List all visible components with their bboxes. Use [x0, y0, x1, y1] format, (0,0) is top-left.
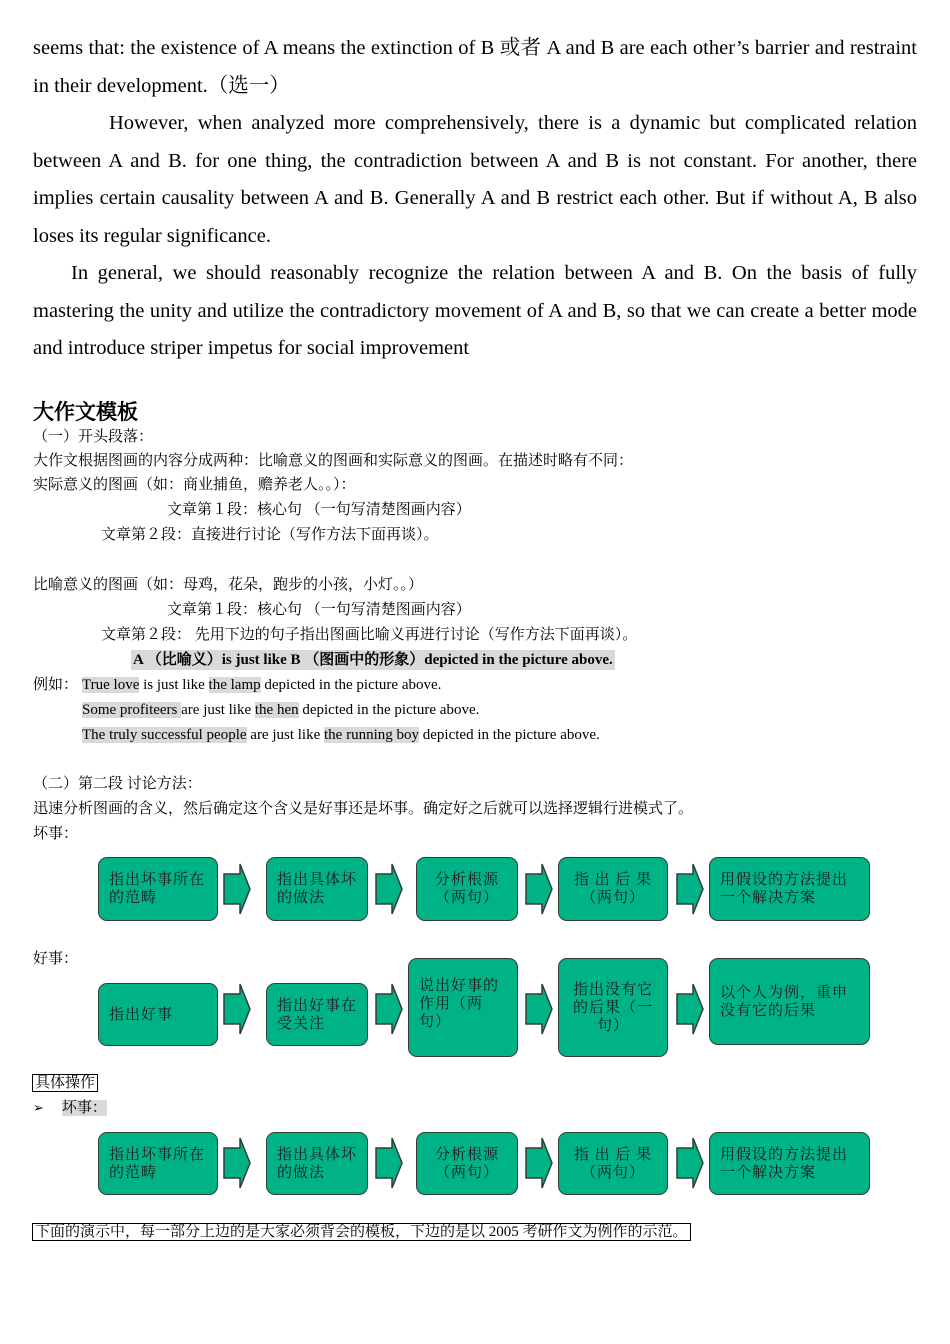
flow-box-specific-4: 指 出 后 果（两句） — [558, 1132, 668, 1195]
example-a: The truly successful people — [82, 727, 247, 743]
essay-paragraph-3: In general, we should reasonably recognize the relation between A and B. On the basis of fully mastering the unity and utilize the contradictory movement of A and B, so that we can create a better mode and introduce striper impetus for social improvement — [33, 262, 917, 359]
right-arrow-icon — [524, 982, 554, 1036]
right-arrow-icon — [524, 862, 554, 916]
footer-note: 下面的演示中，每一部分上边的是大家必须背会的模板，下边的是以 2005 考研作文为例作的示范。 — [32, 1222, 691, 1242]
actual-para2: 文章第２段：直接进行讨论（写作方法下面再谈）。 — [101, 527, 439, 543]
flow-box-bad-2: 指出具体坏的做法 — [266, 857, 368, 921]
right-arrow-icon — [675, 982, 705, 1036]
right-arrow-icon — [222, 1136, 252, 1190]
right-arrow-icon — [524, 1136, 554, 1190]
right-arrow-icon — [675, 1136, 705, 1190]
right-arrow-icon — [222, 862, 252, 916]
figurative-picture-label: 比喻意义的图画（如：母鸡，花朵，跑步的小孩，小灯。。） — [33, 577, 424, 593]
section2-intro: 迅速分析图画的含义，然后确定这个含义是好事还是坏事。确定好之后就可以选择逻辑行进模式了。 — [33, 801, 694, 817]
flow-box-specific-5: 用假设的方法提出一个解决方案 — [709, 1132, 870, 1195]
example-mid: is just like — [139, 677, 209, 693]
essay-section — [33, 30, 917, 368]
right-arrow-icon — [374, 862, 404, 916]
example-b: the hen — [254, 702, 299, 718]
flow-box-good-4: 指出没有它的后果（一句） — [558, 958, 668, 1057]
flow-box-bad-1: 指出坏事所在的范畴 — [98, 857, 218, 921]
flow-box-specific-2: 指出具体坏的做法 — [266, 1132, 368, 1195]
examples-label: 例如： — [33, 677, 79, 693]
example-line — [82, 725, 600, 745]
actual-picture-label: 实际意义的图画（如：商业捕鱼，赡养老人。。）： — [33, 477, 356, 493]
specific-label: 具体操作 — [32, 1073, 98, 1093]
figurative-para1: 文章第１段：核心句 （一句写清楚图画内容） — [167, 602, 471, 618]
flow-box-bad-3: 分析根源（两句） — [416, 857, 518, 921]
section-heading: 大作文模板 — [33, 400, 138, 424]
flow-box-bad-5: 用假设的方法提出一个解决方案 — [709, 857, 870, 921]
example-b: the lamp — [208, 677, 261, 693]
figurative-para2: 文章第２段： 先用下边的句子指出图画比喻义再进行讨论（写作方法下面再谈）。 — [101, 627, 638, 643]
sentence-pattern: A （比喻义）is just like B （图画中的形象）depicted in the picture above. — [133, 652, 613, 668]
example-line — [82, 700, 479, 720]
section2-title: （二）第二段 讨论方法： — [33, 776, 202, 792]
example-end: depicted in the picture above. — [419, 727, 600, 743]
flow-box-specific-3: 分析根源（两句） — [416, 1132, 518, 1195]
essay-paragraph-2: However, when analyzed more comprehensively, there is a dynamic but complicated relation between A and B. for one thing, the contradiction between A and B is not constant. For another, there implies certain causality between A and B. Generally A and B restrict each other. But if without A, B also loses its regular significance. — [33, 112, 917, 247]
right-arrow-icon — [222, 982, 252, 1036]
example-end: depicted in the picture above. — [260, 677, 442, 693]
example-line — [82, 675, 441, 695]
example-a: True love — [82, 677, 140, 693]
right-arrow-icon — [374, 1136, 404, 1190]
flow-box-specific-1: 指出坏事所在的范畴 — [98, 1132, 218, 1195]
example-end: depicted in the picture above. — [298, 702, 480, 718]
right-arrow-icon — [675, 862, 705, 916]
actual-para1: 文章第１段：核心句 （一句写清楚图画内容） — [167, 502, 471, 518]
example-a: Some profiteers — [82, 702, 182, 718]
right-arrow-icon — [374, 982, 404, 1036]
example-b: the running boy — [324, 727, 420, 743]
section1-title: （一）开头段落： — [33, 429, 154, 445]
bullet-arrow-icon: ➢ — [33, 1101, 44, 1116]
flow-box-good-1: 指出好事 — [98, 983, 218, 1046]
flow-box-good-5: 以个人为例，重申没有它的后果 — [709, 958, 870, 1045]
bad-label: 坏事： — [33, 826, 79, 842]
section1-intro: 大作文根据图画的内容分成两种：比喻意义的图画和实际意义的图画。在描述时略有不同： — [33, 453, 634, 469]
flow-box-good-2: 指出好事在受关注 — [266, 983, 368, 1046]
bullet-line — [33, 1098, 107, 1119]
bullet-label: 坏事： — [61, 1100, 107, 1116]
good-label: 好事： — [33, 951, 79, 967]
flow-box-good-3: 说出好事的作用（两句） — [408, 958, 518, 1057]
example-mid: are just like — [181, 702, 255, 718]
essay-paragraph-1: seems that: the existence of A means the extinction of B 或者 A and B are each other’s barrier and restraint in their development.（选一） — [33, 37, 917, 97]
flow-box-bad-4: 指 出 后 果（两句） — [558, 857, 668, 921]
example-mid: are just like — [246, 727, 325, 743]
